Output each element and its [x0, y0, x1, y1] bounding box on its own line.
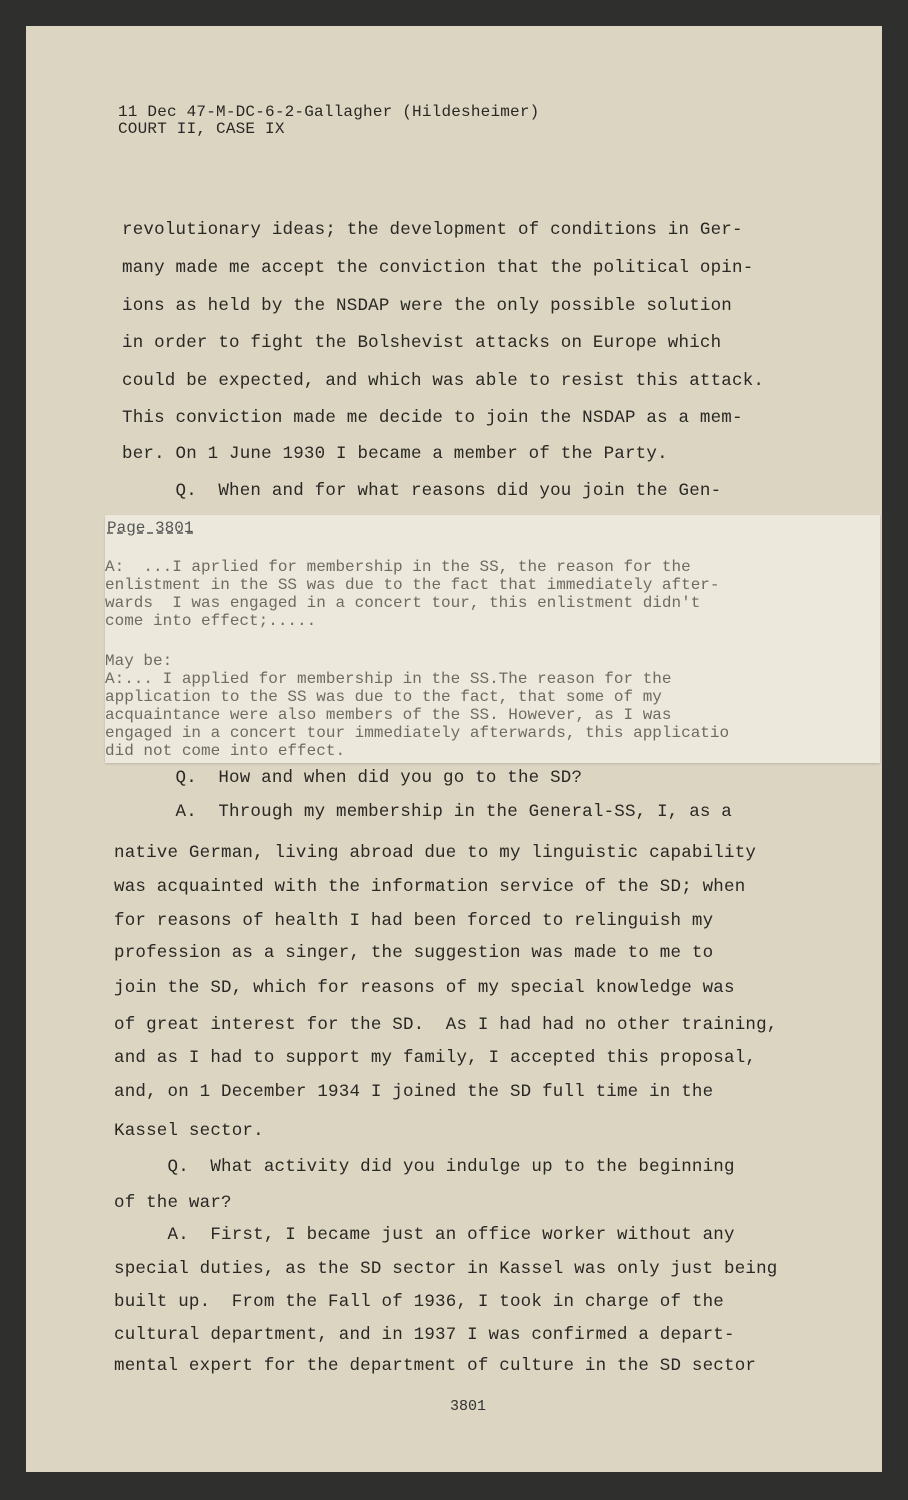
page-number: 3801 — [450, 1398, 487, 1415]
text-line: and, on 1 December 1934 I joined the SD full time in the — [114, 1082, 714, 1102]
header-line-2: COURT II, CASE IX — [118, 120, 285, 138]
slip-line: come into effect;..... — [105, 612, 317, 630]
text-line: in order to fight the Bolshevist attacks on Europe which — [122, 333, 722, 353]
text-line: built up. From the Fall of 1936, I took in charge of the — [114, 1292, 724, 1312]
slip-line: A:... I applied for membership in the SS.The reason for the — [105, 670, 672, 688]
text-line: This conviction made me decide to join the NSDAP as a mem- — [122, 408, 743, 428]
partially-covered-line: Q. How and when did you go to the SD? — [122, 768, 583, 788]
text-line: native German, living abroad due to my linguistic capability — [114, 843, 757, 863]
slip-line: A: ...I aprlied for membership in the SS, the reason for the — [105, 558, 691, 576]
pasted-slip — [105, 515, 880, 763]
text-line: many made me accept the conviction that the political opin- — [122, 258, 754, 278]
slip-line: did not come into effect. — [105, 742, 346, 760]
text-line: Q. When and for what reasons did you join the Gen- — [122, 481, 722, 501]
text-line: special duties, as the SD sector in Kassel was only just being — [114, 1259, 778, 1279]
text-line: Q. What activity did you indulge up to the beginning — [114, 1157, 735, 1177]
text-line: A. First, I became just an office worker without any — [114, 1225, 735, 1245]
text-line: could be expected, and which was able to resist this attack. — [122, 371, 765, 391]
text-line: and as I had to support my family, I accepted this proposal, — [114, 1048, 757, 1068]
text-line: mental expert for the department of culture in the SD sector — [114, 1356, 757, 1376]
header-line-1: 11 Dec 47-M-DC-6-2-Gallagher (Hildesheimer) — [118, 103, 540, 121]
text-line: ions as held by the NSDAP were the only possible solution — [122, 296, 732, 316]
slip-page-label: Page 3801 — [107, 519, 194, 537]
text-line: was acquainted with the information service of the SD; when — [114, 877, 746, 897]
text-line: of the war? — [114, 1193, 232, 1213]
slip-may-be: May be: — [105, 652, 173, 670]
text-line: cultural department, and in 1937 I was confirmed a depart- — [114, 1325, 735, 1345]
text-line: A. Through my membership in the General-SS, I, as a — [122, 802, 732, 822]
text-line: profession as a singer, the suggestion was made to me to — [114, 943, 714, 963]
slip-line: application to the SS was due to the fact, that some of my — [105, 688, 662, 706]
text-line: for reasons of health I had been forced to relinguish my — [114, 911, 714, 931]
text-line: Kassel sector. — [114, 1121, 264, 1141]
text-line: join the SD, which for reasons of my special knowledge was — [114, 978, 735, 998]
text-line: revolutionary ideas; the development of conditions in Ger- — [122, 220, 743, 240]
slip-line: enlistment in the SS was due to the fact that immediately after- — [105, 576, 720, 594]
text-line: of great interest for the SD. As I had had no other training, — [114, 1015, 778, 1035]
slip-line: wards I was engaged in a concert tour, this enlistment didn't — [105, 594, 701, 612]
text-line: ber. On 1 June 1930 I became a member of the Party. — [122, 444, 668, 464]
slip-line: acquaintance were also members of the SS. However, as I was — [105, 706, 672, 724]
slip-line: engaged in a concert tour immediately afterwards, this applicatio — [105, 724, 730, 742]
